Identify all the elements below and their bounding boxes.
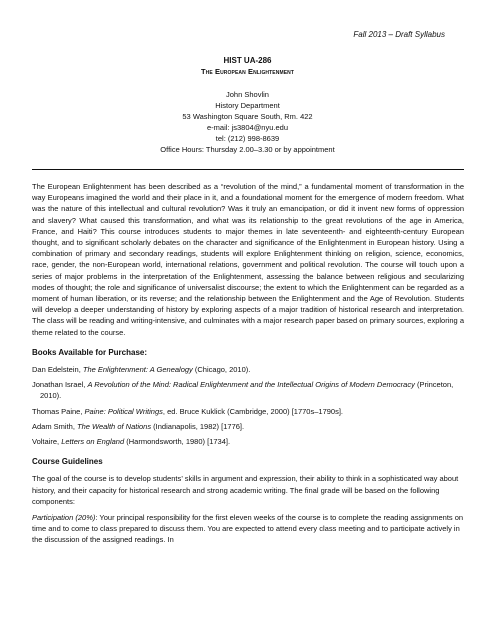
instructor-email: e-mail: js3804@nyu.edu xyxy=(207,123,288,132)
book-item: Dan Edelstein, The Enlightenment: A Genealogy (Chicago, 2010). xyxy=(32,365,251,375)
participation-text: : Your principal responsibility for the first eleven weeks of the course is to complete the reading assignments on time and to come to class prepared to discuss them. You are expected to attend every class meeting and to participate actively in the discussion of the assigned readings. In xyxy=(32,513,464,545)
instructor-contact-block xyxy=(0,89,495,155)
book-title: The Wealth of Nations xyxy=(77,421,152,431)
guidelines-paragraph: The goal of the course is to develop students’ skills in argument and expression, their ability to think in a sophisticated way about history, and their capacity for historical research and strong academic writing. The final grade will be based on the following components: xyxy=(32,474,459,506)
book-item: Voltaire, Letters on England (Harmondsworth, 1980) [1734]. xyxy=(32,437,231,447)
book-title: Letters on England xyxy=(61,437,125,447)
book-title: Paine: Political Writings xyxy=(84,406,163,416)
books-heading: Books Available for Purchase: xyxy=(32,347,147,357)
instructor-phone: tel: (212) 998-8639 xyxy=(215,134,280,143)
book-title: The Enlightenment: A Genealogy xyxy=(82,365,193,375)
book-title: A Revolution of the Mind: Radical Enlightenment and the Intellectual Origins of Modern Democracy xyxy=(87,380,415,390)
participation-paragraph xyxy=(32,512,464,546)
instructor-office-address: 53 Washington Square South, Rm. 422 xyxy=(182,112,313,121)
course-title-block xyxy=(0,55,495,77)
book-item: Thomas Paine, Paine: Political Writings, ed. Bruce Kuklick (Cambridge, 2000) [1770s–1790s]. xyxy=(32,406,344,416)
book-item: Adam Smith, The Wealth of Nations (Indianapolis, 1982) [1776]. xyxy=(32,421,245,431)
guidelines-heading: Course Guidelines xyxy=(32,457,103,467)
office-hours: Office Hours: Thursday 2.00–3.30 or by appointment xyxy=(160,145,335,154)
course-title: The European Enlightenment xyxy=(200,67,295,76)
draft-syllabus-note: Fall 2013 – Draft Syllabus xyxy=(353,30,445,39)
book-list xyxy=(32,364,464,447)
participation-label: Participation (20%) xyxy=(32,513,96,523)
header-divider xyxy=(32,169,464,170)
course-code: HIST UA-286 xyxy=(223,56,272,65)
instructor-name: John Shovlin xyxy=(226,90,269,99)
course-description: The European Enlightenment has been described as a “revolution of the mind,” a fundamental moment of transformation in the way Europeans imagined the world and their place in it, and a foundational moment for the emergence of modern freedom. What was the nature of this intellectual and cultural revolution? Was it truly an emancipation, or did it invent new forms of oppression and slavery? What caused this transformation, and what was its relationship to the great revolutions of the age in America, France, and Haiti? This course introduces students to major themes in late seventeenth- and eighteenth-century European thought, and to significant scholarly debates on the character and significance of the Enlightenment in European history. Using a combination of primary and secondary readings, students will explore Enlightenment thinking on religion, science, economics, race, gender, the non-European world, international relations, government and political revolution. The course will touch upon a series of major problems in the interpretation of the Enlightenment, assessing the balance between religious and secularizing modes of thought; the role and significance of universalist discourse; the extent to which the Enlightenment can be regarded as a moment of human liberation, or its reverse; and the relationship between the Enlightenment and the Age of Revolution. Students will develop a deeper understanding of history by exploring aspects of a major tradition of historical research and interpretation. The class will be reading and writing-intensive, and culminates with a major research paper based on primary sources, exploring a theme related to the course. xyxy=(32,182,464,337)
instructor-department: History Department xyxy=(215,101,280,110)
syllabus-content xyxy=(32,181,464,546)
book-item: Jonathan Israel, A Revolution of the Mind: Radical Enlightenment and the Intellectual Origins of Modern Democracy (Princeton, 2010). xyxy=(32,380,454,401)
